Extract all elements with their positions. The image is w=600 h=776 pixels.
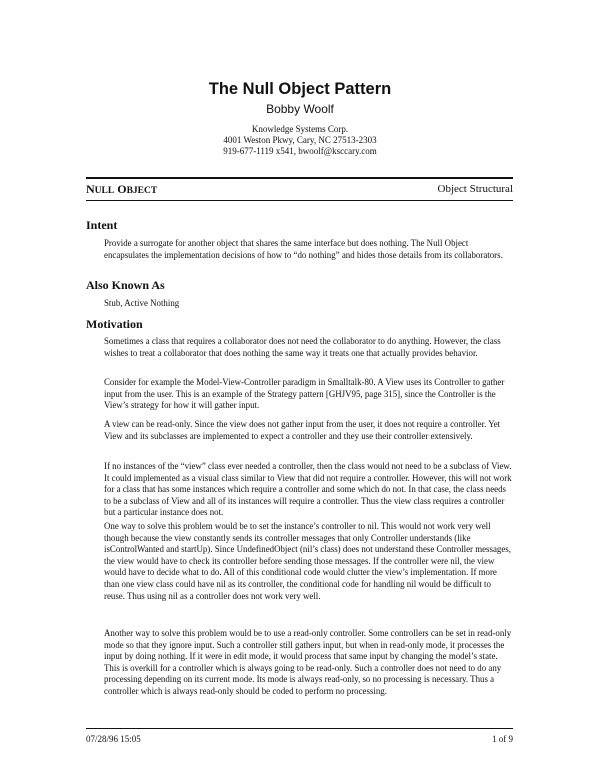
pattern-name: NULL OBJECT xyxy=(86,182,158,196)
header-rule xyxy=(86,200,513,201)
author-name: Bobby Woolf xyxy=(266,102,334,116)
document-title: The Null Object Pattern xyxy=(208,80,392,98)
pattern-classification: Object Structural xyxy=(437,183,513,195)
affiliation-company: Knowledge Systems Corp. xyxy=(251,124,349,134)
top-rule xyxy=(86,177,513,179)
affiliation-address: 4001 Weston Pkwy, Cary, NC 27513-2303 xyxy=(223,135,377,145)
affiliation-contact: 919-677-1119 x541, bwoolf@ksccary.com xyxy=(223,146,377,156)
motivation-paragraph-4: If no instances of the “view” class ever needed a controller, then the class would not need to be a subclass of View. It could implemented as a visual class similar to View that did not require a controller. However, this will not work for a class that has some instances which require a controller and some which do not. In that case, the class needs to be a subclass of View and all of its instances will require a controller. Thus the view class requires a controller but a particular instance does not. xyxy=(104,461,512,518)
section-heading-also-known-as: Also Known As xyxy=(86,278,165,292)
footer-rule xyxy=(86,728,513,729)
section-heading-intent: Intent xyxy=(86,218,118,232)
motivation-paragraph-3: A view can be read-only. Since the view does not gather input from the user, it does not require a controller. Yet View and its subclasses are implemented to expect a controller and they use their controller extensively. xyxy=(104,419,501,441)
footer-page-number: 1 of 9 xyxy=(492,734,513,744)
motivation-paragraph-2: Consider for example the Model-View-Controller paradigm in Smalltalk-80. A View uses its Controller to gather input from the user. This is an example of the Strategy pattern [GHJV95, page 315], since the Controller is the View’s strategy for how it will gather input. xyxy=(104,377,505,411)
motivation-paragraph-1: Sometimes a class that requires a collaborator does not need the collaborator to do anything. However, the class wishes to treat a collaborator that does nothing the same way it treats one that actually provides behavior. xyxy=(104,336,501,358)
motivation-paragraph-5: One way to solve this problem would be to set the instance’s controller to nil. This would not work very well though because the view constantly sends its controller messages that only Controller understands (like isControlWanted and startUp). Since UndefinedObject (nil’s class) does not understand these Controller messages, the view would have to check its controller before sending those messages. If the controller were nil, the view would have to decide what to do. All of this conditional code would clutter the view’s implementation. If more than one view class could have nil as its controller, the conditional code for handling nil would be difficult to reuse. Thus using nil as a controller does not work very well. xyxy=(104,521,511,601)
footer-date: 07/28/96 15:05 xyxy=(86,734,141,744)
section-heading-motivation: Motivation xyxy=(86,317,143,331)
also-known-as-paragraph: Stub, Active Nothing xyxy=(104,298,180,308)
motivation-paragraph-6: Another way to solve this problem would be to use a read-only controller. Some controllers can be set in read-only mode so that they ignore input. Such a controller still gathers input, but when in read-only mode, it processes the input by doing nothing. If it were in edit mode, it would process that same input by changing the model’s state. This is overkill for a controller which is always going to be read-only. Such a controller does not need to do any processing depending on its current mode. Its mode is always read-only, so no processing is necessary. Thus a controller which is always read-only should be coded to perform no processing. xyxy=(104,628,512,696)
intent-paragraph: Provide a surrogate for another object that shares the same interface but does nothing. The Null Object encapsulates the implementation decisions of how to “do nothing” and hides those details from its collaborators. xyxy=(104,238,503,260)
